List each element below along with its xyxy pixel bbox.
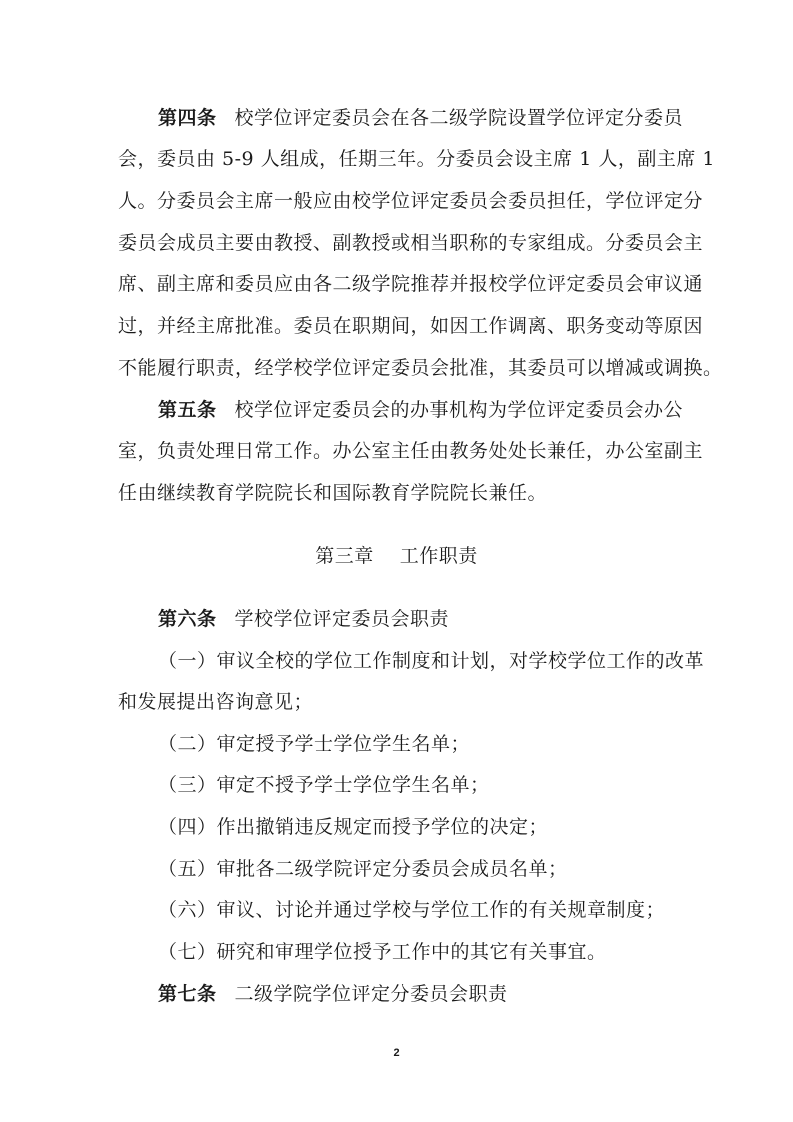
article4-line-1 — [158, 105, 718, 131]
article5-text-1: 校学位评定委员会的办事机构为学位评定委员会办公 — [234, 399, 684, 421]
article6-heading — [158, 606, 718, 632]
article7-title: 二级学院学位评定分委员会职责 — [234, 983, 508, 1005]
article6-number: 第六条 — [158, 608, 217, 630]
article4-line-4: 委员会成员主要由教授、副教授或相当职称的专家组成。分委员会主 — [118, 232, 704, 254]
article5-line-3: 任由继续教育学院院长和国际教育学院院长兼任。 — [118, 482, 548, 504]
article5-number: 第五条 — [158, 399, 217, 421]
article4-line-3: 人。分委员会主席一般应由校学位评定委员会委员担任，学位评定分 — [118, 190, 704, 212]
chapter-number: 第三章 — [315, 545, 374, 567]
chapter-heading — [0, 543, 793, 569]
article4-text-1: 校学位评定委员会在各二级学院设置学位评定分委员 — [234, 107, 684, 129]
article6-item-6: （六）审议、讨论并通过学校与学位工作的有关规章制度； — [158, 899, 666, 921]
article7-heading — [158, 981, 718, 1007]
article6-item-5: （五）审批各二级学院评定分委员会成员名单； — [158, 858, 568, 880]
article5-line-2: 室，负责处理日常工作。办公室主任由教务处处长兼任，办公室副主 — [118, 440, 704, 462]
article6-title: 学校学位评定委员会职责 — [234, 608, 450, 630]
article6-item-1: （一）审议全校的学位工作制度和计划，对学校学位工作的改革 — [158, 650, 705, 672]
article6-item-1-cont: 和发展提出咨询意见； — [118, 691, 314, 713]
article4-line-6: 过，并经主席批准。委员在职期间，如因工作调离、职务变动等原因 — [118, 315, 704, 337]
article6-item-2: （二）审定授予学士学位学生名单； — [158, 733, 471, 755]
article6-item-3: （三）审定不授予学士学位学生名单； — [158, 774, 490, 796]
page-number: 2 — [393, 1047, 400, 1059]
article4-line-7: 不能履行职责，经学校学位评定委员会批准，其委员可以增减或调换。 — [118, 357, 723, 379]
article6-item-7: （七）研究和审理学位授予工作中的其它有关事宜。 — [158, 941, 607, 963]
chapter-title: 工作职责 — [399, 545, 478, 567]
article6-item-4: （四）作出撤销违反规定而授予学位的决定； — [158, 816, 549, 838]
article7-number: 第七条 — [158, 983, 217, 1005]
article4-number: 第四条 — [158, 107, 217, 129]
article4-line-2: 会，委员由 5-9 人组成，任期三年。分委员会设主席 1 人，副主席 1 — [118, 148, 715, 170]
article5-line-1 — [158, 397, 718, 423]
article4-line-5: 席、副主席和委员应由各二级学院推荐并报校学位评定委员会审议通 — [118, 273, 704, 295]
